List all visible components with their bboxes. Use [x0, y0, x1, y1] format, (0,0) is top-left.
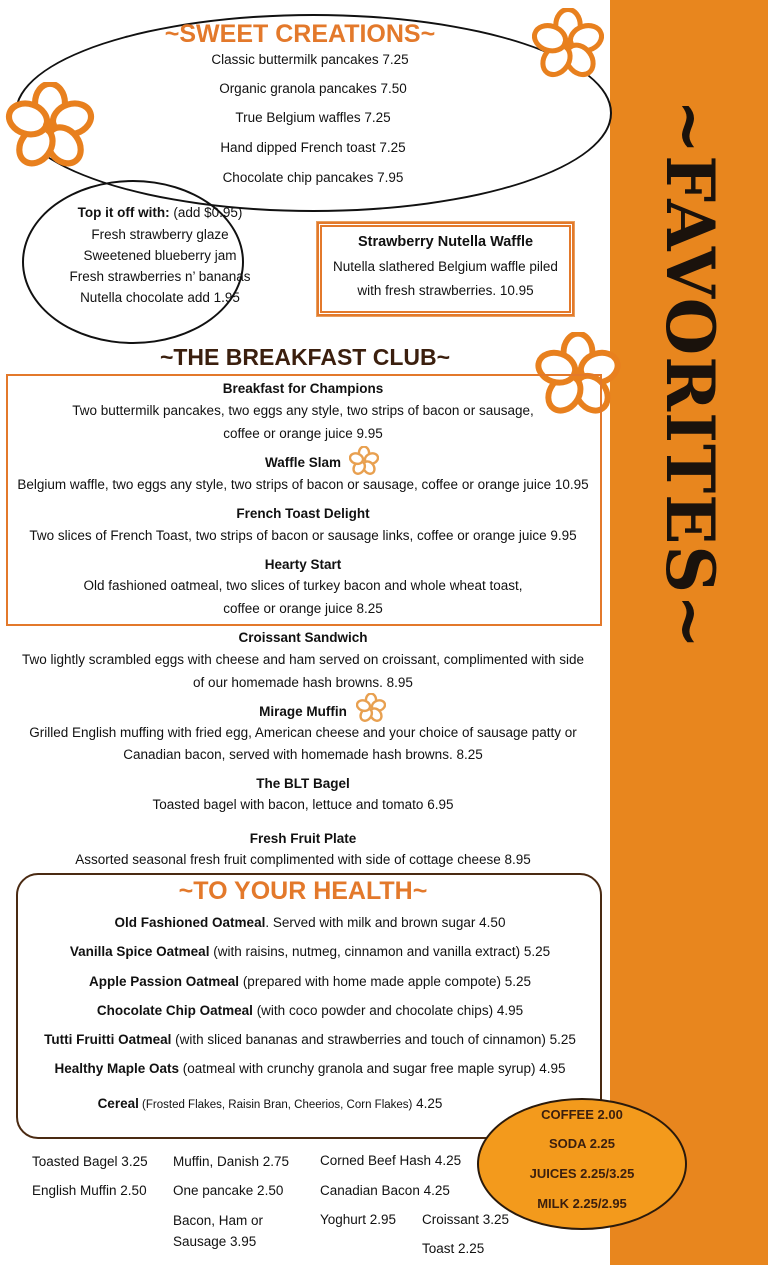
side-item: Muffin, Danish 2.75: [173, 1154, 290, 1169]
beverage-item: SODA 2.25: [549, 1136, 615, 1151]
item-name: Waffle Slam: [264, 455, 342, 470]
special-box: [317, 222, 574, 316]
hibiscus-icon: [532, 8, 604, 80]
health-item: Old Fashioned Oatmeal. Served with milk and brown sugar 4.50: [114, 915, 506, 930]
side-item: Yoghurt 2.95: [320, 1212, 397, 1227]
topping-item: Nutella chocolate add 1.95: [80, 290, 240, 305]
item-desc: Belgium waffle, two eggs any style, two strips of bacon or sausage, coffee or orange juice 10.95: [17, 477, 589, 492]
side-item: Bacon, Ham or: [173, 1213, 264, 1228]
item-desc: coffee or orange juice 9.95: [223, 426, 383, 441]
beverage-item: COFFEE 2.00: [541, 1107, 623, 1122]
special-desc: Nutella slathered Belgium waffle piled: [333, 259, 558, 274]
item-name: Hearty Start: [264, 557, 342, 572]
item-desc: Two lightly scrambled eggs with cheese and ham served on croissant, complimented with side: [21, 652, 585, 667]
topping-heading: Top it off with: (add $0.95): [77, 205, 243, 220]
menu-item: True Belgium waffles 7.25: [235, 110, 391, 125]
beverage-item: MILK 2.25/2.95: [537, 1196, 627, 1211]
health-item: Vanilla Spice Oatmeal (with raisins, nutmeg, cinnamon and vanilla extract) 5.25: [69, 944, 551, 959]
item-desc: Canadian bacon, served with homemade hash browns. 8.25: [123, 747, 483, 762]
favorites-title: ~FAVORITES~: [651, 99, 729, 651]
topping-item: Sweetened blueberry jam: [83, 248, 237, 263]
topping-item: Fresh strawberry glaze: [91, 227, 229, 242]
side-item: One pancake 2.50: [173, 1183, 284, 1198]
item-name: Fresh Fruit Plate: [249, 831, 357, 846]
item-name: French Toast Delight: [236, 506, 370, 521]
side-item: Corned Beef Hash 4.25: [320, 1153, 462, 1168]
item-desc: Old fashioned oatmeal, two slices of turkey bacon and whole wheat toast,: [83, 578, 523, 593]
side-item: Sausage 3.95: [173, 1234, 257, 1249]
health-title: ~TO YOUR HEALTH~: [178, 877, 428, 905]
item-name: Breakfast for Champions: [222, 381, 384, 396]
menu-item: Chocolate chip pancakes 7.95: [222, 170, 404, 185]
side-item: Toast 2.25: [422, 1241, 485, 1256]
side-item: Croissant 3.25: [422, 1212, 510, 1227]
item-name: The BLT Bagel: [256, 776, 350, 791]
special-name: Strawberry Nutella Waffle: [357, 234, 534, 250]
item-desc: Grilled English muffing with fried egg, American cheese and your choice of sausage patty or: [29, 725, 577, 740]
item-desc: Toasted bagel with bacon, lettuce and tomato 6.95: [152, 797, 454, 812]
sweet-title: ~SWEET CREATIONS~: [164, 20, 436, 48]
side-item: English Muffin 2.50: [32, 1183, 147, 1198]
club-title: ~THE BREAKFAST CLUB~: [159, 344, 451, 370]
special-desc: with fresh strawberries. 10.95: [357, 283, 534, 298]
health-item: Tutti Fruitti Oatmeal (with sliced bananas and strawberries and touch of cinnamon) 5.25: [44, 1032, 576, 1047]
item-desc: Assorted seasonal fresh fruit complimented with side of cottage cheese 8.95: [75, 852, 531, 867]
item-name: Croissant Sandwich: [238, 630, 368, 645]
item-name: Mirage Muffin: [259, 704, 347, 719]
beverage-item: JUICES 2.25/3.25: [529, 1166, 635, 1181]
item-desc: of our homemade hash browns. 8.95: [193, 675, 413, 690]
item-desc: Two buttermilk pancakes, two eggs any style, two strips of bacon or sausage,: [72, 403, 534, 418]
menu-item: Organic granola pancakes 7.50: [219, 81, 407, 96]
topping-item: Fresh strawberries n’ bananas: [69, 269, 251, 284]
hibiscus-icon: [4, 82, 96, 170]
menu-item: Classic buttermilk pancakes 7.25: [211, 52, 409, 67]
item-desc: Two slices of French Toast, two strips of bacon or sausage links, coffee or orange juice 9.95: [29, 528, 577, 543]
health-item: Apple Passion Oatmeal (prepared with home made apple compote) 5.25: [89, 974, 531, 989]
item-desc: coffee or orange juice 8.25: [223, 601, 383, 616]
health-item: Cereal (Frosted Flakes, Raisin Bran, Cheerios, Corn Flakes) 4.25: [97, 1096, 443, 1111]
side-item: Canadian Bacon 4.25: [320, 1183, 450, 1198]
side-item: Toasted Bagel 3.25: [32, 1154, 148, 1169]
health-item: Chocolate Chip Oatmeal (with coco powder and chocolate chips) 4.95: [96, 1003, 524, 1018]
menu-item: Hand dipped French toast 7.25: [220, 140, 406, 155]
beverage-ellipse: [477, 1098, 687, 1230]
health-item: Healthy Maple Oats (oatmeal with crunchy granola and sugar free maple syrup) 4.95: [54, 1061, 566, 1076]
